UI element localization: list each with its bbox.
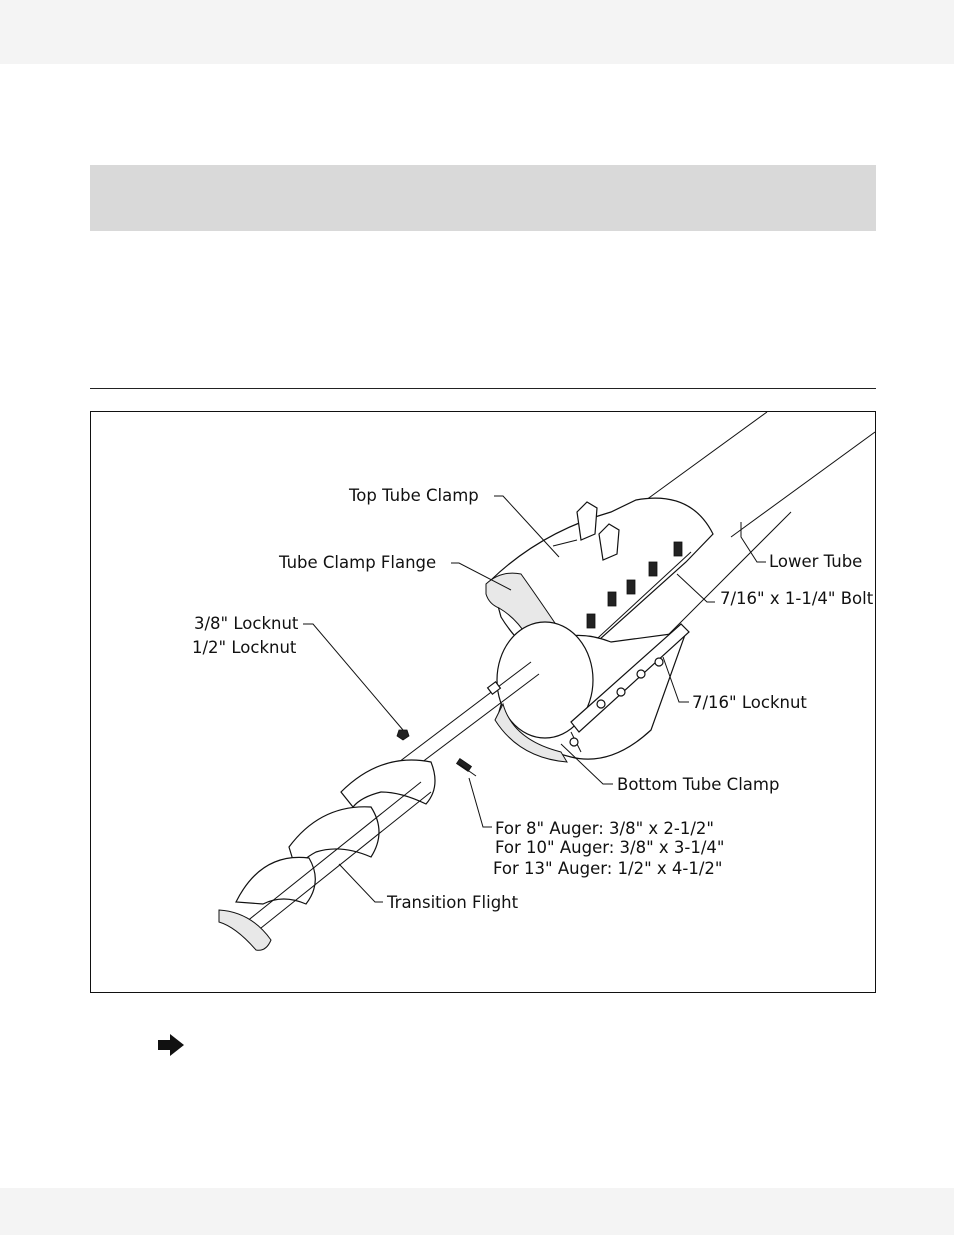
label-locknut-3-8: 3/8" Locknut bbox=[194, 614, 299, 633]
locknut-3-8 bbox=[397, 730, 409, 740]
auger-bolt bbox=[457, 759, 476, 776]
page-footer-band bbox=[0, 1188, 954, 1235]
exploded-assembly-figure bbox=[90, 411, 876, 993]
section-heading-bar bbox=[90, 165, 876, 231]
label-locknut-1-2: 1/2" Locknut bbox=[192, 638, 297, 657]
label-bolt-7-16: 7/16" x 1-1/4" Bolt bbox=[720, 589, 874, 608]
right-arrow-icon bbox=[157, 1033, 185, 1057]
label-lower-tube: Lower Tube bbox=[769, 552, 863, 571]
label-transition-flight: Transition Flight bbox=[387, 893, 519, 912]
horizontal-rule bbox=[90, 388, 876, 389]
assembly-drawing bbox=[91, 412, 875, 992]
bottom-tube-clamp bbox=[495, 622, 689, 762]
label-bottom-tube-clamp: Bottom Tube Clamp bbox=[617, 775, 780, 794]
label-tube-clamp-flange: Tube Clamp Flange bbox=[279, 553, 437, 572]
label-auger-8: For 8" Auger: 3/8" x 2-1/2" bbox=[495, 819, 715, 838]
label-auger-13: For 13" Auger: 1/2" x 4-1/2" bbox=[493, 859, 723, 878]
transition-flight bbox=[219, 760, 435, 950]
label-locknut-7-16: 7/16" Locknut bbox=[692, 693, 807, 712]
label-top-tube-clamp: Top Tube Clamp bbox=[349, 486, 479, 505]
label-auger-10: For 10" Auger: 3/8" x 3-1/4" bbox=[495, 838, 725, 857]
page-header-band bbox=[0, 0, 954, 64]
